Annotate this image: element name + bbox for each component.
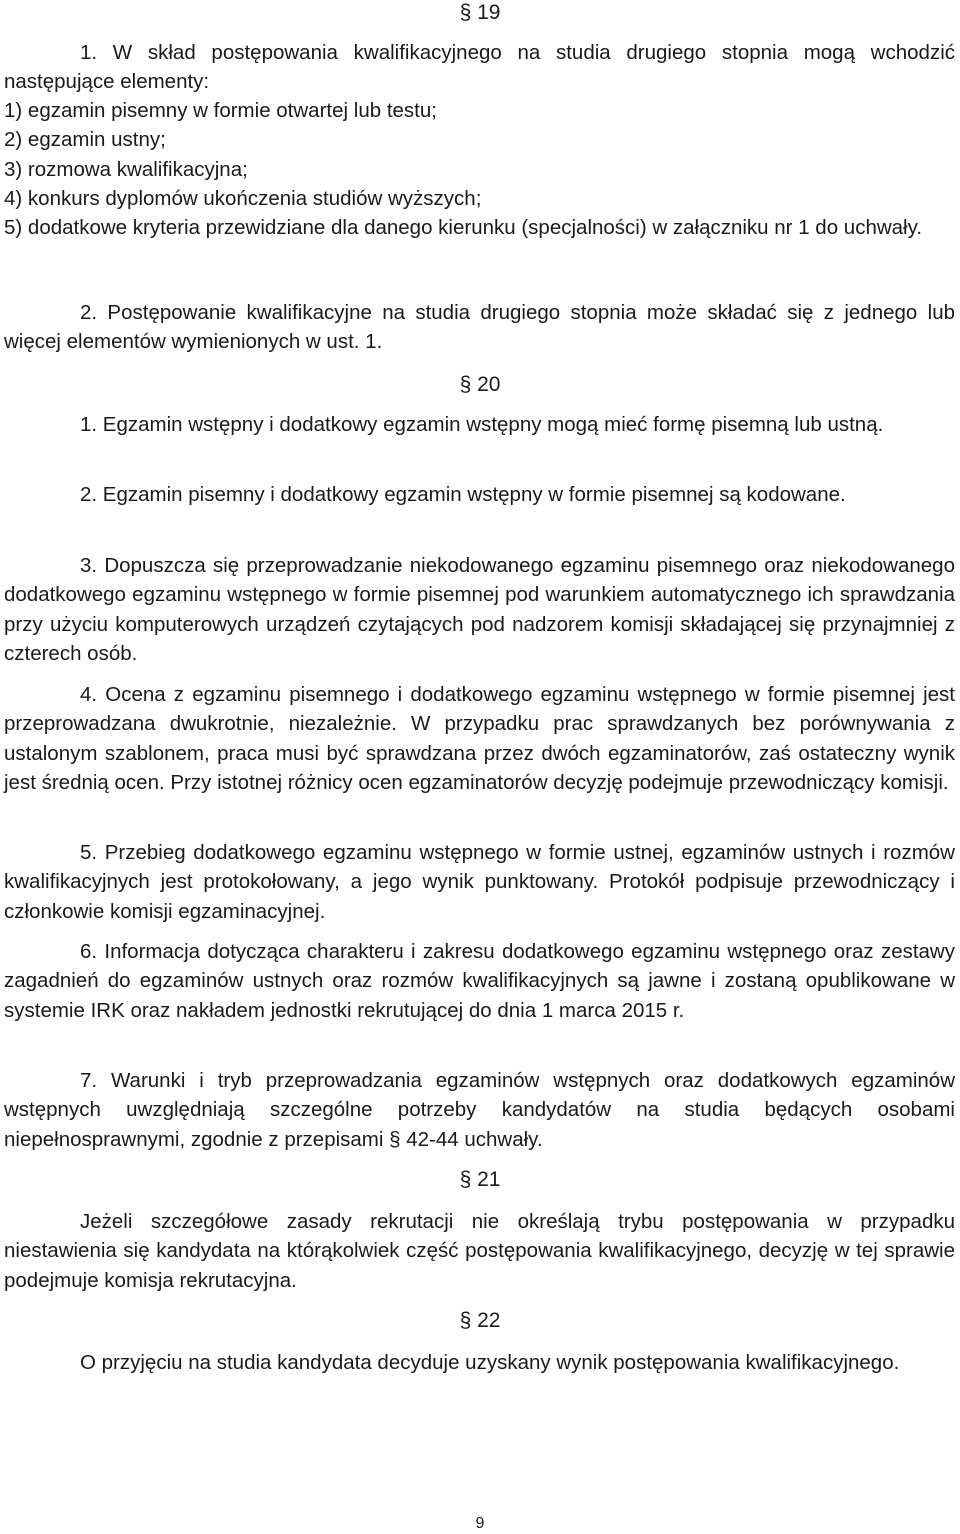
s19-paragraph-1: 1. W skład postępowania kwalifikacyjnego na studia drugiego stopnia mogą wchodzić następujące elementy: [4, 41, 955, 94]
s21-paragraph-1: Jeżeli szczegółowe zasady rekrutacji nie określają trybu postępowania w przypadku niestawienia się kandydata na którąkolwiek część postępowania kwalifikacyjnego, decyzję w tej sprawie podejmuje komisja rekrutacyjna. [4, 1210, 955, 1292]
section-marker-19: § 19 [459, 1, 501, 24]
list-item: 3) rozmowa kwalifikacyjna; [4, 157, 248, 181]
section-marker-22: § 22 [459, 1309, 501, 1332]
list-item: 2) egzamin ustny; [4, 128, 166, 152]
list-item: 5) dodatkowe kryteria przewidziane dla danego kierunku (specjalności) w załączniku nr 1 do uchwały. [4, 216, 923, 240]
s20-paragraph-4: 4. Ocena z egzaminu pisemnego i dodatkowego egzaminu wstępnego w formie pisemnej jest przeprowadzana dwukrotnie, niezależnie. W przypadku prac sprawdzanych bez porównywania z ustalonym szablonem, praca musi być sprawdzana przez dwóch egzaminatorów, zaś ostateczny wynik jest średnią ocen. Przy istotnej różnicy ocen egzaminatorów decyzję podejmuje przewodniczący komisji. [4, 683, 955, 794]
s20-paragraph-5: 5. Przebieg dodatkowego egzaminu wstępnego w formie ustnej, egzaminów ustnych i rozmów kwalifikacyjnych jest protokołowany, a jego wynik punktowany. Protokół podpisuje przewodniczący i członkowie komisji egzaminacyjnej. [4, 841, 955, 923]
s22-paragraph-1: O przyjęciu na studia kandydata decyduje uzyskany wynik postępowania kwalifikacyjnego. [80, 1351, 900, 1374]
list-item: 1) egzamin pisemny w formie otwartej lub testu; [4, 99, 437, 122]
s20-paragraph-2: 2. Egzamin pisemny i dodatkowy egzamin wstępny w formie pisemnej są kodowane. [80, 483, 846, 506]
s20-paragraph-6: 6. Informacja dotycząca charakteru i zakresu dodatkowego egzaminu wstępnego oraz zestawy zagadnień do egzaminów ustnych oraz rozmów kwalifikacyjnych są jawne i zostaną opublikowane w systemie IRK oraz nakładem jednostki rekrutującej do dnia 1 marca 2015 r. [4, 940, 955, 1022]
list-item: 4) konkurs dyplomów ukończenia studiów wyższych; [4, 186, 482, 210]
s19-paragraph-2: 2. Postępowanie kwalifikacyjne na studia drugiego stopnia może składać się z jednego lub więcej elementów wymienionych w ust. 1. [4, 301, 955, 354]
section-marker-21: § 21 [459, 1168, 501, 1191]
s20-paragraph-7: 7. Warunki i tryb przeprowadzania egzaminów wstępnych oraz dodatkowych egzaminów wstępnych uwzględniają szczególne potrzeby kandydatów na studia będących osobami niepełnosprawnymi, zgodnie z przepisami § 42-44 uchwały. [4, 1069, 955, 1151]
s19-list [4, 96, 955, 242]
section-marker-20: § 20 [459, 373, 501, 396]
s20-paragraph-3: 3. Dopuszcza się przeprowadzanie niekodowanego egzaminu pisemnego oraz niekodowanego dodatkowego egzaminu wstępnego w formie pisemnej pod warunkiem automatycznego ich sprawdzania przy użyciu komputerowych urządzeń czytających pod nadzorem komisji składającej się przynajmniej z czterech osób. [4, 554, 955, 665]
s20-paragraph-1: 1. Egzamin wstępny i dodatkowy egzamin wstępny mogą mieć formę pisemną lub ustną. [80, 413, 884, 436]
page-number: 9 [475, 1515, 485, 1532]
